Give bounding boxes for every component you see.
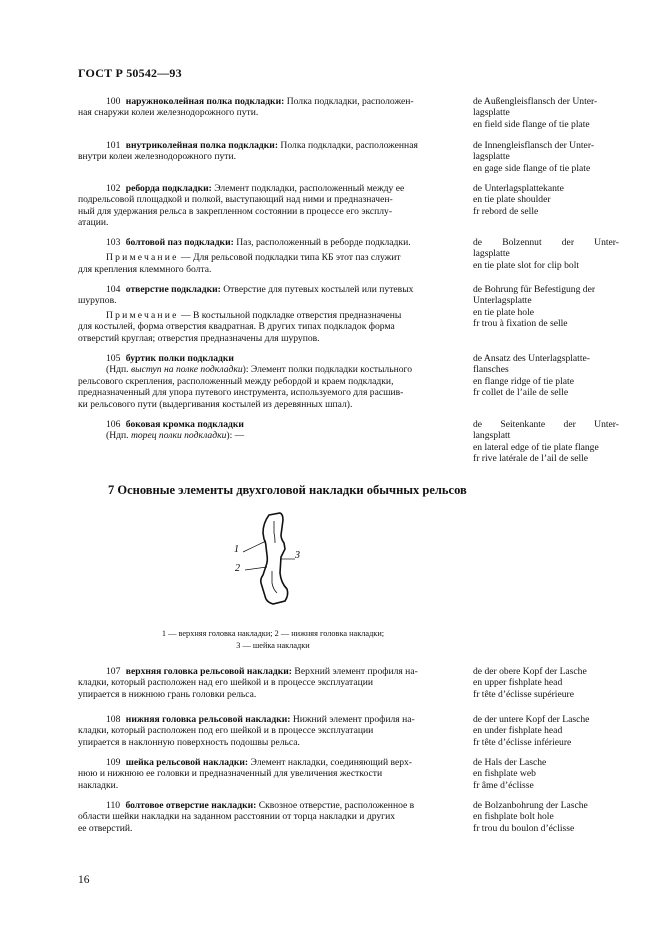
entry-term: отверстие подкладки: — [125, 284, 221, 295]
entry-definition-line: накладки. — [78, 779, 119, 791]
entry-definition-line: кладки, который расположен над его шейкой и в процессе эксплуатации — [78, 677, 374, 689]
translation-en: en fishplate web — [473, 768, 536, 780]
entry-number: 108 — [106, 714, 121, 725]
entry-number: 107 — [106, 666, 121, 677]
entry-definition: ): — — [226, 430, 245, 442]
entry-number: 105 — [106, 353, 121, 364]
entry-translations — [473, 140, 619, 174]
entry-definition-line: упирается в нижнюю грань головки рельса. — [78, 688, 257, 700]
translation-de: de Ansatz des Unterlagsplatte- — [473, 353, 590, 364]
entry-translations — [473, 183, 619, 217]
entry-text — [78, 419, 458, 442]
entry-term: верхняя головка рельсовой накладки: — [125, 666, 293, 677]
ndp-term: выступ на полке подкладки — [130, 364, 243, 376]
entry-definition-line: нюю и нижнюю ее головки и предназначенный для увеличения жесткости — [78, 768, 383, 780]
leader-line-1 — [243, 541, 266, 552]
translation-en: en fishplate bolt hole — [473, 811, 554, 823]
translation-de: de Hals der Lasche — [473, 757, 547, 768]
entry-definition-line: предназначенный для упора путевого инструмента, используемого для расшив- — [78, 387, 404, 399]
ndp-prefix: (Ндп. — [106, 364, 131, 376]
translation-de: de Unterlagsplattekante — [473, 183, 564, 194]
entry-definition-line: рельсового скрепления, расположенный между ребордой и краем подкладки, — [78, 375, 394, 387]
entry-translations — [473, 353, 619, 399]
translation-en: en flange ridge of tie plate — [473, 375, 574, 387]
entry-definition: Нижний элемент профиля на- — [290, 714, 415, 725]
page-header: ГОСТ Р 50542—93 — [78, 66, 182, 80]
entry-number: 101 — [106, 140, 121, 151]
translation-de: de Bohrung für Befestigung der — [473, 284, 596, 295]
translation-de-cont: flansches — [473, 364, 509, 376]
fishplate-figure — [225, 503, 345, 623]
entry-translations — [473, 284, 619, 330]
entry-translations — [473, 757, 619, 791]
figure-label-1: 1 — [234, 544, 239, 555]
translation-en: en gage side flange of tie plate — [473, 162, 591, 174]
entry-text — [78, 757, 458, 791]
entry-definition-line: подрельсовой площадкой и полкой, выступающий над ними и предназначен- — [78, 194, 393, 206]
entry-translations — [473, 96, 619, 130]
ndp-prefix: (Ндп. — [106, 430, 131, 442]
translation-en: en tie plate shoulder — [473, 194, 551, 206]
entry-definition: Элемент подкладки, расположенный между ее — [211, 183, 405, 194]
translation-de: de Außengleisflansch der Unter- — [473, 96, 598, 107]
fishplate-profile-drawing — [225, 503, 345, 623]
entry-definition: Элемент накладки, соединяющий верх- — [248, 757, 412, 768]
entry-definition-line: внутри колеи железнодорожного пути. — [78, 151, 237, 163]
note-text-line: для костылей, форма отверстия квадратная. В других типах подкладок форма — [78, 321, 395, 333]
translation-fr: fr trou à fixation de selle — [473, 318, 568, 330]
entry-definition: Сквозное отверстие, расположенное в — [256, 800, 415, 811]
fishplate-inner-line-lower — [272, 571, 277, 593]
fishplate-inner-line — [274, 521, 275, 543]
translation-fr: fr rebord de selle — [473, 205, 539, 217]
translation-fr: fr âme d’éclisse — [473, 779, 534, 791]
entry-text — [78, 666, 458, 700]
entry-definition-line: шурупов. — [78, 295, 117, 307]
ndp-term: торец полки подкладки — [130, 430, 227, 442]
entry-text — [78, 140, 458, 163]
entry-text — [78, 800, 458, 834]
entry-text — [78, 96, 458, 119]
note-text-line: для крепления клеммного болта. — [78, 263, 212, 275]
translation-fr: fr trou du boulon d’éclisse — [473, 822, 575, 834]
translation-de: de Bolzennut der Unter- — [473, 237, 619, 248]
entry-term: внутриколейная полка подкладки: — [125, 140, 279, 151]
entry-term: реборда подкладки: — [125, 183, 212, 194]
entry-translations — [473, 419, 619, 465]
entry-number: 104 — [106, 284, 121, 295]
entry-definition-line: упирается в наклонную поверхность подошвы рельса. — [78, 736, 300, 748]
figure-label-3: 3 — [295, 550, 300, 561]
translation-fr: fr collet de l’aile de selle — [473, 387, 569, 399]
entry-term: наружноколейная полка подкладки: — [125, 96, 285, 107]
translation-en: en lateral edge of tie plate flange — [473, 441, 599, 453]
translation-de-cont: lagsplatte — [473, 107, 510, 119]
entry-number: 106 — [106, 419, 121, 430]
entry-term: буртик полки подкладки — [125, 353, 234, 364]
entry-translations — [473, 714, 619, 748]
translation-de: de Seitenkante der Unter- — [473, 419, 619, 430]
entry-definition: Полка подкладки, расположен- — [284, 96, 414, 107]
entry-text — [78, 353, 458, 410]
translation-de: de der obere Kopf der Lasche — [473, 666, 587, 677]
entry-definition: ): Элемент полки подкладки костыльного — [242, 364, 413, 376]
translation-fr: fr tête d’éclisse inférieure — [473, 736, 572, 748]
note-label: Примечание — [106, 252, 179, 264]
entry-number: 103 — [106, 237, 121, 248]
translation-fr: fr rive latérale de l’ail de selle — [473, 453, 589, 465]
entry-definition-line: области шейки накладки на заданном расстоянии от торца накладки и других — [78, 811, 396, 823]
translation-en: en field side flange of tie plate — [473, 118, 590, 130]
translation-de-cont: Unterlagsplatte — [473, 295, 532, 307]
entry-definition-line: ее отверстий. — [78, 822, 133, 834]
translation-de-cont: lagsplatte — [473, 248, 510, 260]
figure-label-2: 2 — [235, 563, 240, 574]
note-text-line: отверстий круглая; отверстия предназначены для шурупов. — [78, 332, 320, 344]
entry-definition-line: ный для удержания рельса в закрепленном состоянии в процессе его эксплу- — [78, 205, 393, 217]
note-text: — Для рельсовой подкладки типа КБ этот паз служит — [178, 252, 401, 264]
entry-definition-line: ная снаружи колеи железнодорожного пути. — [78, 107, 259, 119]
translation-en: en upper fishplate head — [473, 677, 563, 689]
entry-number: 109 — [106, 757, 121, 768]
translation-en: en tie plate hole — [473, 306, 535, 318]
entry-term: шейка рельсовой накладки: — [125, 757, 249, 768]
section-title: 7 Основные элементы двухголовой накладки обычных рельсов — [108, 483, 467, 497]
entry-term: боковая кромка подкладки — [125, 419, 244, 430]
leader-line-2 — [245, 567, 267, 570]
entry-number: 102 — [106, 183, 121, 194]
entry-number: 110 — [106, 800, 121, 811]
translation-fr: fr tête d’éclisse supérieure — [473, 688, 574, 700]
entry-definition: Полка подкладки, расположенная — [278, 140, 418, 151]
entry-term: болтовой паз подкладки: — [125, 237, 234, 248]
entry-definition: Верхний элемент профиля на- — [292, 666, 418, 677]
translation-de-cont: langsplatt — [473, 430, 511, 442]
entry-definition-line: атации. — [78, 217, 109, 229]
entry-definition-line: ки рельсового пути (выдергивания костылей из деревянных шпал). — [78, 398, 353, 410]
entry-term: нижняя головка рельсовой накладки: — [125, 714, 291, 725]
entry-translations — [473, 800, 619, 834]
note-text: — В костыльной подкладке отверстия предназначены — [178, 309, 402, 321]
translation-en: en tie plate slot for clip bolt — [473, 259, 580, 271]
entry-text — [78, 714, 458, 748]
figure-caption-line-1: 1 — верхняя головка накладки; 2 — нижняя головка накладки; — [161, 629, 385, 638]
note-label: Примечание — [106, 309, 179, 321]
entry-text — [78, 237, 458, 275]
entry-definition: Отверстие для путевых костылей или путевых — [220, 284, 414, 295]
entry-number: 100 — [106, 96, 121, 107]
entry-text — [78, 183, 458, 229]
figure-caption-line-2: 3 — шейка накладки — [236, 641, 310, 650]
entry-translations — [473, 666, 619, 700]
entry-term: болтовое отверстие накладки: — [125, 800, 257, 811]
translation-de-cont: lagsplatte — [473, 151, 510, 163]
entry-text — [78, 284, 458, 344]
page-number: 16 — [78, 874, 90, 886]
entry-definition: Паз, расположенный в реборде подкладки. — [233, 237, 411, 248]
entry-translations — [473, 237, 619, 271]
translation-de: de der untere Kopf der Lasche — [473, 714, 590, 725]
translation-de: de Innengleisflansch der Unter- — [473, 140, 595, 151]
translation-de: de Bolzanbohrung der Lasche — [473, 800, 588, 811]
entry-definition-line: кладки, который расположен под его шейкой и в процессе эксплуатации — [78, 725, 374, 737]
translation-en: en under fishplate head — [473, 725, 563, 737]
